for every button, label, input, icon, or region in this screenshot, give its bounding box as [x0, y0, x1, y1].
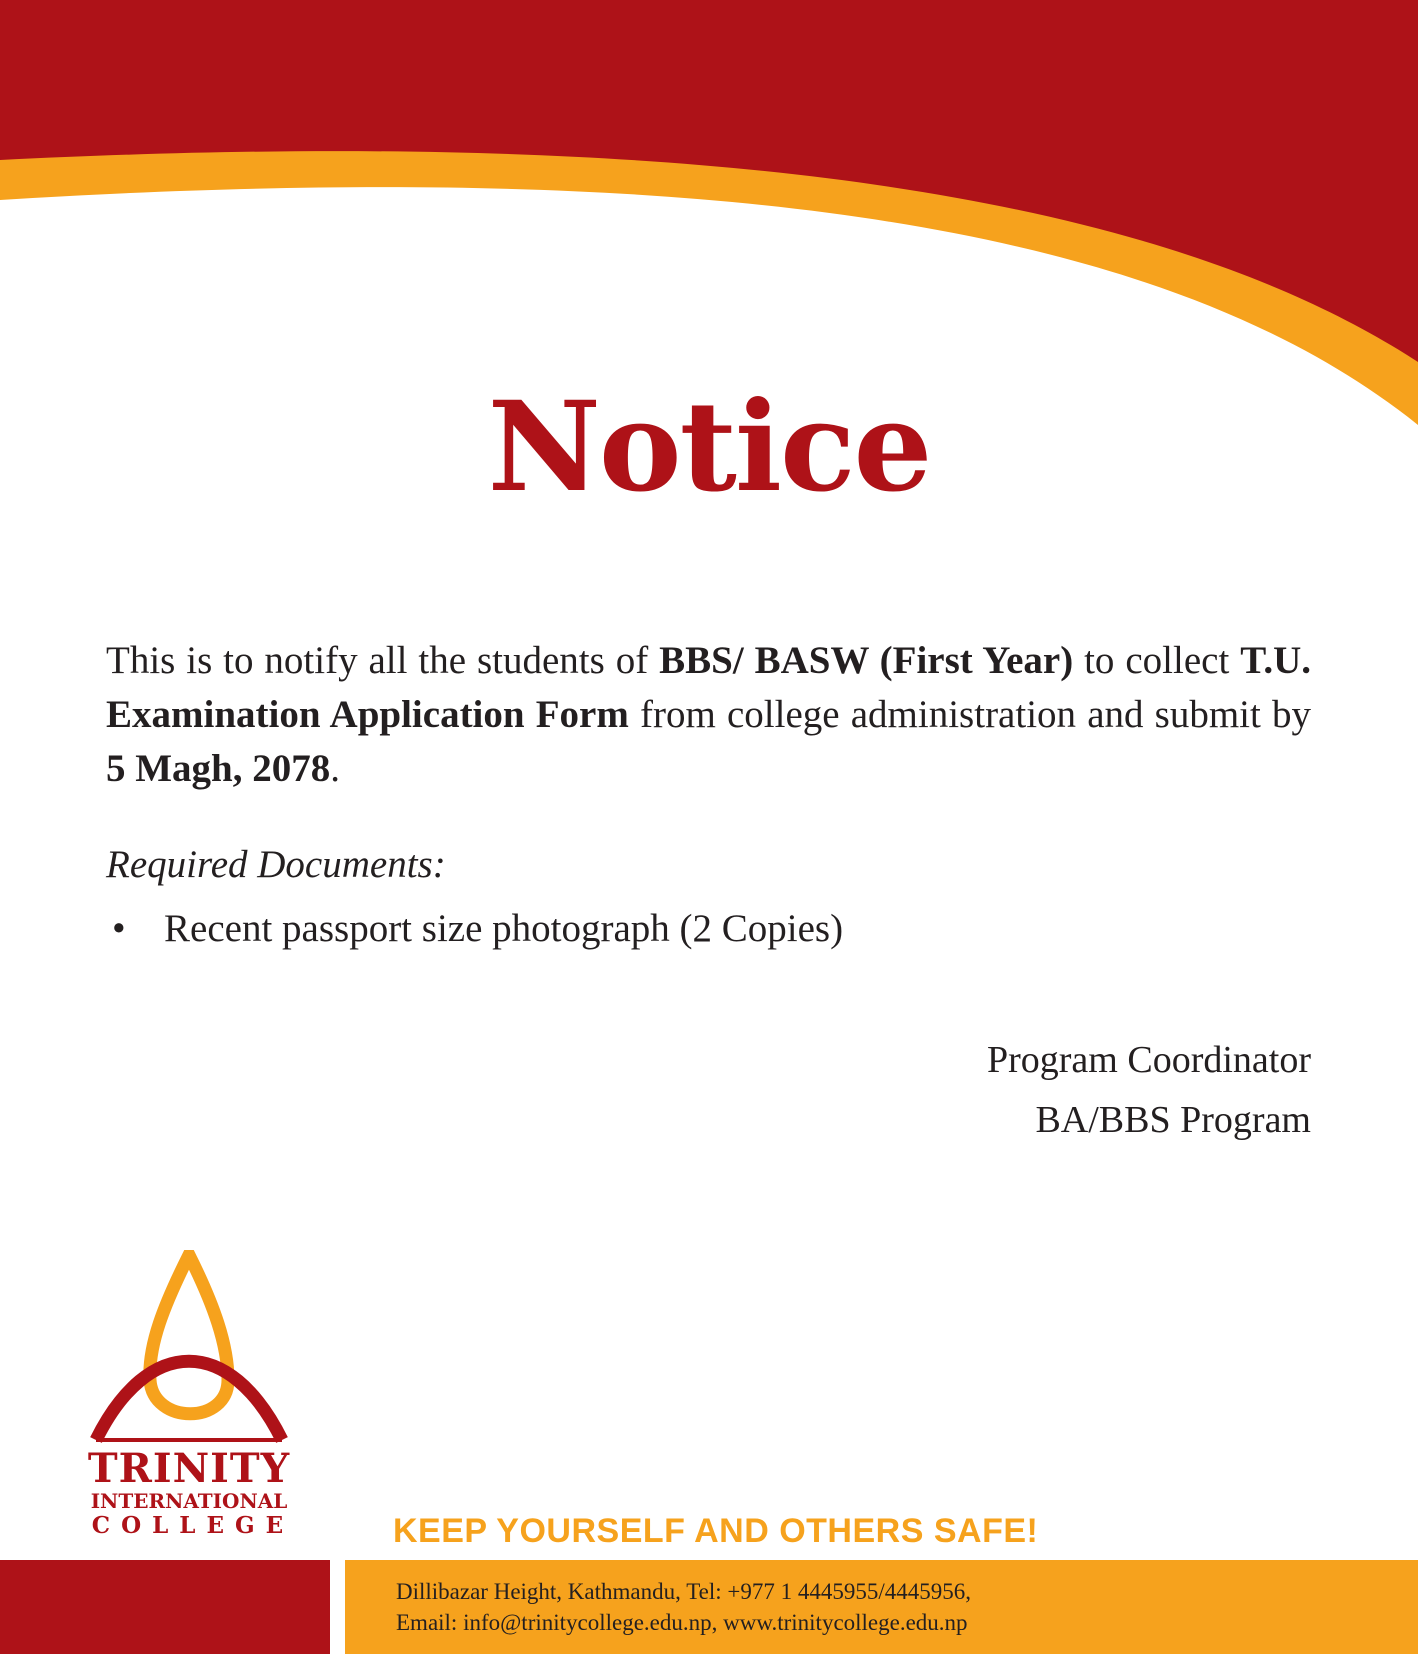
signature-block: [987, 1030, 1311, 1150]
signature-title: Program Coordinator: [986, 1039, 1311, 1081]
bullet-icon: •: [112, 907, 126, 950]
deadline-date: 5 Magh, 2078: [106, 747, 331, 790]
notice-title: Notice: [487, 375, 931, 520]
footer-contact: [396, 1576, 971, 1638]
required-documents-list: [106, 902, 843, 956]
footer-email-website: Email: info@trinitycollege.edu.np, www.trinitycollege.edu.np: [396, 1610, 968, 1635]
footer-address: Dillibazar Height, Kathmandu, Tel: +977 1 4445955/4445956,: [396, 1579, 971, 1604]
signature-program: BA/BBS Program: [1035, 1099, 1311, 1141]
body-text-2: to collect: [1073, 639, 1241, 682]
required-documents-heading: Required Documents:: [106, 843, 446, 886]
logo-college: COLLEGE: [91, 1512, 295, 1539]
safety-banner: KEEP YOURSELF AND OTHERS SAFE!: [393, 1512, 1039, 1550]
logo-subtitle: INTERNATIONAL: [90, 1489, 288, 1513]
body-text-4: .: [330, 747, 340, 790]
program-name: BBS/ BASW (First Year): [659, 639, 1074, 682]
header-swoosh: [0, 0, 1418, 440]
body-text-1: This is to notify all the students of: [106, 639, 660, 682]
list-item-text: Recent passport size photograph (2 Copies): [164, 907, 844, 950]
footer-red-bar: [0, 1560, 330, 1654]
notice-body: [106, 634, 1311, 796]
list-item: [106, 902, 843, 956]
trinity-knot-icon: [78, 1250, 300, 1445]
form-name: T.U. Examination Application Form: [106, 639, 1311, 736]
body-text-3: from college administration and submit by: [628, 693, 1311, 736]
logo-name: TRINITY: [87, 1445, 291, 1492]
college-logo-text: [78, 1445, 300, 1540]
